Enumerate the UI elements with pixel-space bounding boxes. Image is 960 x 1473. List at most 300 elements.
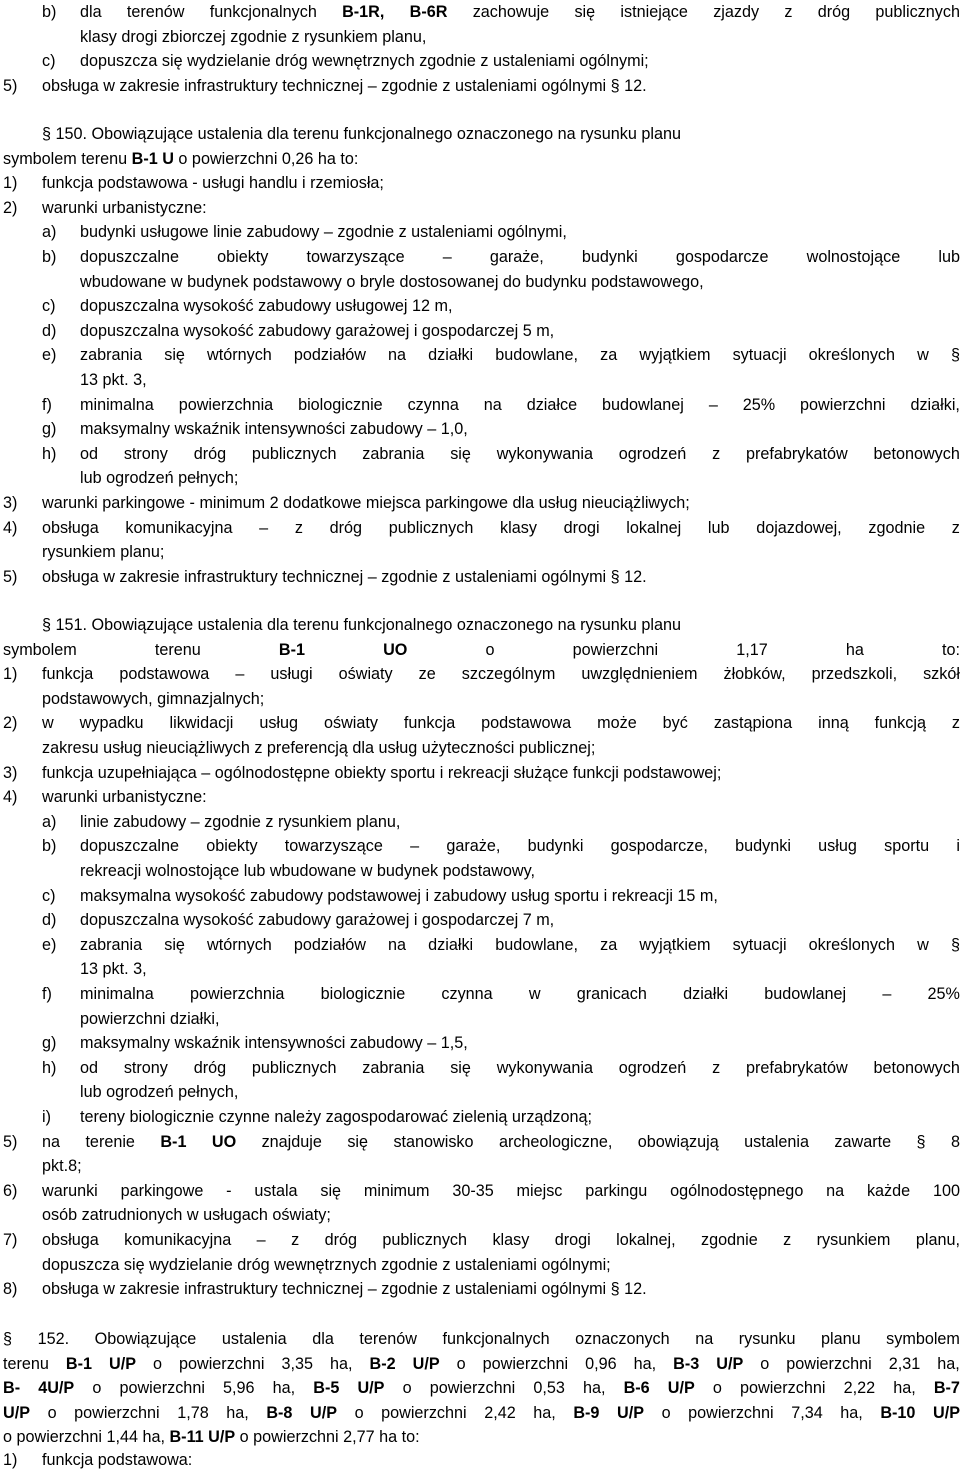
text-run: się: [574, 3, 596, 21]
area-symbol: B-6R: [409, 3, 448, 21]
text-run: od: [80, 1058, 99, 1077]
text-run: z: [951, 714, 960, 733]
text-run: 0,96: [585, 1354, 617, 1373]
text-line: [0, 1080, 960, 1105]
text-run: się: [320, 1181, 342, 1200]
text-run: szkół: [923, 665, 960, 684]
text-run: powierzchnia: [189, 985, 285, 1003]
list-marker: 1): [3, 174, 18, 193]
text-run: towarzyszące: [306, 248, 405, 266]
text-run: powierzchnia: [178, 395, 274, 414]
text-line: [0, 74, 960, 99]
text-run: 5,96: [223, 1379, 255, 1398]
text-line: [0, 1031, 960, 1056]
area-symbol: B-2: [369, 1354, 396, 1373]
text-run: budowlanej: [602, 395, 684, 414]
text-run: w: [42, 714, 54, 733]
text-run: terenów: [126, 3, 185, 21]
area-symbol: B-1 U: [131, 149, 174, 168]
text-run: powierzchni: [179, 1354, 265, 1373]
text-run: ha,: [582, 1379, 606, 1398]
line-text: [80, 884, 960, 909]
area-symbol: U/P: [109, 1354, 136, 1373]
text-run: klasy: [500, 518, 537, 537]
text-line: [0, 122, 960, 147]
line-text: [80, 319, 960, 344]
line-text: [3, 1401, 960, 1426]
text-run: o: [712, 1379, 722, 1398]
line-text: [80, 25, 960, 50]
text-run: lub ogrodzeń pełnych,: [80, 1083, 239, 1102]
line-text: [42, 736, 960, 761]
text-run: z: [712, 1058, 721, 1077]
area-symbol: U/P: [933, 1403, 960, 1422]
text-run: wtórnych: [207, 935, 272, 954]
text-line: [0, 466, 960, 491]
list-marker: 4): [3, 518, 18, 537]
line-text: [80, 393, 960, 418]
text-run: minimum: [363, 1181, 430, 1200]
text-run: dopuszczalne: [80, 837, 179, 856]
text-run: –: [882, 985, 892, 1003]
text-line: [0, 25, 960, 50]
text-run: parkingu: [585, 1181, 648, 1200]
text-run: ha,: [937, 1354, 960, 1373]
text-line: [0, 662, 960, 687]
text-run: funkcją: [874, 714, 926, 733]
list-marker: 2): [3, 198, 18, 217]
text-run: powierzchni: [429, 1379, 516, 1398]
line-text: [3, 1376, 960, 1401]
text-run: ustalenia: [744, 1132, 809, 1151]
text-run: znajduje: [261, 1132, 322, 1151]
line-text: [42, 1203, 960, 1228]
list-marker: c): [42, 52, 56, 71]
text-line: [0, 1228, 960, 1253]
text-run: dojazdowej,: [756, 518, 842, 537]
text-run: warunki: [42, 1181, 98, 1200]
text-run: 2,22: [843, 1379, 876, 1398]
text-run: dopuszczalna wysokość zabudowy usługowej 12 m,: [80, 297, 453, 316]
text-line: [0, 1056, 960, 1081]
line-text: [80, 1007, 960, 1032]
text-line: [0, 810, 960, 835]
text-run: istniejące: [620, 3, 688, 21]
text-run: lub: [707, 518, 730, 537]
text-run: się: [164, 935, 185, 954]
line-text: [42, 1253, 960, 1278]
line-text: [80, 933, 960, 958]
list-marker: 1): [3, 665, 18, 684]
text-run: o: [354, 1403, 364, 1422]
text-run: 3,35: [281, 1354, 314, 1373]
text-run: o: [485, 640, 495, 659]
text-run: warunki urbanistyczne:: [42, 788, 207, 807]
text-run: obsługa w zakresie infrastruktury technicznej – zgodnie z ustaleniami ogólnymi § 12.: [42, 567, 647, 586]
text-run: się: [450, 1058, 471, 1077]
text-run: być: [662, 714, 688, 733]
line-text: [80, 442, 960, 467]
text-run: wyjątkiem: [639, 346, 711, 365]
text-run: na: [42, 1132, 61, 1151]
list-marker: h): [42, 1058, 57, 1077]
text-run: betonowych: [873, 444, 960, 463]
text-run: ha,: [272, 1379, 296, 1398]
text-run: z: [294, 518, 303, 537]
text-run: –: [235, 665, 245, 684]
line-text: [80, 1031, 960, 1056]
list-marker: a): [42, 223, 57, 242]
text-run: garaże,: [446, 837, 501, 856]
text-run: o powierzchni 0,26 ha to:: [173, 149, 359, 168]
text-line: [0, 417, 960, 442]
text-line: [0, 49, 960, 74]
text-run: ze: [418, 665, 436, 684]
text-line: [0, 270, 960, 295]
text-run: o: [47, 1403, 57, 1422]
text-run: obsługa: [42, 518, 99, 537]
text-run: funkcja podstawowa:: [42, 1451, 193, 1469]
text-run: 7,34: [791, 1403, 823, 1422]
line-text: [80, 1080, 960, 1105]
text-run: 25%: [742, 395, 776, 414]
text-run: wtórnych: [207, 346, 272, 365]
text-line: [0, 859, 960, 884]
text-run: usług: [259, 714, 299, 733]
text-line: [0, 1376, 960, 1401]
text-run: komunikacyjna: [125, 518, 233, 537]
line-text: [42, 761, 960, 786]
text-run: o: [92, 1379, 102, 1398]
text-run: stanowisko: [393, 1132, 474, 1151]
text-run: linie zabudowy – zgodnie z rysunkiem planu,: [80, 812, 401, 831]
text-run: czynna: [441, 985, 493, 1003]
text-line: [0, 1277, 960, 1302]
line-text: [42, 1154, 960, 1179]
text-line: [0, 613, 960, 638]
text-run: terenie: [85, 1132, 135, 1151]
text-run: dróg: [329, 518, 363, 537]
text-run: wypadku: [79, 714, 144, 733]
text-run: to:: [941, 640, 960, 659]
text-run: obsługa: [42, 1231, 99, 1249]
text-run: działki: [428, 935, 474, 954]
text-run: 13 pkt. 3,: [80, 371, 147, 389]
text-line: [0, 0, 960, 25]
area-symbol: 4U/P: [38, 1379, 75, 1398]
text-run: przedszkoli,: [811, 665, 898, 684]
text-run: minimalna: [80, 395, 154, 414]
text-run: terenu: [154, 640, 201, 659]
text-run: uwzględnieniem: [581, 665, 698, 684]
text-line: [0, 245, 960, 270]
text-run: 100: [932, 1181, 960, 1200]
text-run: podstawowa: [119, 665, 210, 684]
text-run: ha,: [226, 1403, 249, 1422]
text-run: ogrodzeń: [618, 1058, 687, 1077]
list-marker: 8): [3, 1280, 18, 1299]
line-text: [42, 74, 960, 99]
text-run: o: [153, 1354, 163, 1373]
text-run: minimalna: [80, 985, 154, 1003]
text-run: granicach: [576, 985, 647, 1003]
text-run: ogrodzeń: [618, 444, 687, 463]
text-run: komunikacyjna: [124, 1231, 232, 1249]
text-run: 30-35: [452, 1181, 494, 1200]
text-run: za: [600, 346, 618, 365]
text-run: każde: [866, 1181, 911, 1200]
text-run: maksymalna wysokość zabudowy podstawowej i zabudowy usług sportu i rekreacji 15 m,: [80, 886, 718, 905]
line-text: [42, 711, 960, 736]
text-run: publicznych: [251, 1058, 337, 1077]
text-run: funkcja podstawowa - usługi handlu i rzemiosła;: [42, 174, 384, 193]
text-run: zachowuje: [472, 3, 550, 21]
text-run: symbolem: [886, 1330, 960, 1348]
list-marker: 5): [3, 76, 18, 95]
text-run: rysunkiem: [816, 1231, 891, 1249]
text-run: planu: [821, 1330, 861, 1348]
text-run: publicznych: [875, 3, 960, 21]
text-run: ha,: [893, 1379, 916, 1398]
area-symbol: U/P: [3, 1403, 30, 1422]
text-run: symbolem terenu: [3, 149, 132, 168]
text-line: [0, 1105, 960, 1130]
text-line: [0, 884, 960, 909]
list-marker: 3): [3, 494, 18, 512]
text-line: [0, 687, 960, 712]
text-run: osób zatrudnionych w usługach oświaty;: [42, 1206, 331, 1225]
text-run: ha,: [533, 1403, 556, 1422]
line-text: [3, 1327, 960, 1352]
text-run: zawarte: [834, 1132, 892, 1151]
text-run: o: [402, 1379, 412, 1398]
area-symbol: B-1: [160, 1132, 187, 1151]
text-run: biologicznie: [298, 395, 383, 414]
text-line: [0, 1130, 960, 1155]
text-run: powierzchni: [119, 1379, 205, 1398]
text-run: obsługa w zakresie infrastruktury technicznej – zgodnie z ustaleniami ogólnymi § 12.: [42, 1280, 647, 1299]
line-text: [42, 1130, 960, 1155]
text-run: czynna: [407, 395, 459, 414]
line-text: [42, 122, 960, 147]
text-run: się: [164, 346, 185, 365]
text-run: funkcja uzupełniająca – ogólnodostępne obiekty sportu i rekreacji służące funkcji podstawowej;: [42, 763, 722, 782]
text-run: tereny biologicznie czynne należy zagospodarować zielenią urządzoną;: [80, 1108, 593, 1126]
text-run: budynki usługowe linie zabudowy – zgodnie z ustaleniami ogólnymi,: [80, 223, 567, 242]
text-run: lokalnej,: [616, 1231, 676, 1249]
text-run: ha,: [840, 1403, 863, 1422]
text-line: [0, 540, 960, 565]
line-text: [80, 466, 960, 491]
line-text: [80, 343, 960, 368]
text-run: lub ogrodzeń pełnych;: [80, 469, 239, 488]
text-line: [0, 1401, 960, 1426]
line-text: [80, 294, 960, 319]
text-run: funkcjonalnych: [209, 3, 317, 21]
text-run: oświaty: [323, 714, 378, 733]
text-run: określonych: [808, 346, 896, 365]
list-marker: b): [42, 248, 57, 266]
text-run: dróg: [193, 444, 227, 463]
list-marker: d): [42, 321, 57, 340]
text-run: 13 pkt. 3,: [80, 960, 147, 979]
text-line: [0, 1179, 960, 1204]
line-text: [80, 270, 960, 295]
text-line: [0, 442, 960, 467]
text-run: dróg: [817, 3, 851, 21]
text-run: powierzchni: [572, 640, 659, 659]
list-marker: b): [42, 837, 57, 856]
text-run: z: [291, 1231, 300, 1249]
text-line: [0, 785, 960, 810]
list-marker: g): [42, 420, 57, 439]
text-line: [0, 982, 960, 1007]
text-run: zastąpiona: [713, 714, 793, 733]
text-run: działki: [683, 985, 729, 1003]
text-run: publicznych: [251, 444, 337, 463]
text-run: powierzchni: [688, 1403, 774, 1422]
line-text: [42, 565, 960, 590]
text-run: gospodarcze: [675, 248, 769, 266]
list-marker: a): [42, 812, 57, 831]
list-marker: 4): [3, 788, 18, 807]
area-symbol: B-9: [573, 1403, 600, 1422]
text-run: ustalenia: [221, 1330, 287, 1348]
list-marker: g): [42, 1034, 57, 1053]
text-line: [0, 1007, 960, 1032]
list-marker: b): [42, 3, 57, 21]
area-symbol: U/P: [716, 1354, 744, 1373]
text-run: o: [456, 1354, 466, 1373]
text-run: wbudowane w budynek podstawowy o bryle dostosowanej do budynku podstawowego,: [80, 272, 704, 291]
text-line: [0, 147, 960, 172]
text-run: §: [3, 1330, 13, 1348]
area-symbol: B-6: [623, 1379, 650, 1398]
area-symbol: B-10: [880, 1403, 916, 1422]
text-line: [0, 761, 960, 786]
list-marker: h): [42, 444, 57, 463]
text-run: powierzchni: [482, 1354, 569, 1373]
area-symbol: B-11 U/P: [169, 1428, 236, 1447]
text-run: budowlane,: [495, 346, 579, 365]
text-run: maksymalny wskaźnik intensywności zabudowy – 1,5,: [80, 1034, 468, 1053]
text-run: wolnostojące: [806, 248, 901, 266]
list-marker: c): [42, 886, 56, 905]
text-run: powierzchni: [381, 1403, 467, 1422]
text-run: z: [783, 1231, 792, 1249]
text-run: na: [388, 935, 407, 954]
text-run: 25%: [927, 985, 960, 1003]
text-run: podziałów: [293, 935, 366, 954]
text-run: na: [483, 395, 502, 414]
text-run: w: [917, 935, 929, 954]
list-marker: d): [42, 911, 57, 930]
line-text: [42, 1179, 960, 1204]
text-line: [0, 736, 960, 761]
text-run: towarzyszące: [284, 837, 383, 856]
text-line: [0, 908, 960, 933]
text-run: z: [951, 518, 960, 537]
text-run: betonowych: [873, 1058, 960, 1077]
text-run: planu,: [915, 1231, 960, 1249]
text-run: oznaczonych: [575, 1330, 670, 1348]
text-run: o powierzchni 1,44 ha,: [3, 1428, 170, 1447]
text-run: ha: [845, 640, 864, 659]
text-run: się: [450, 444, 471, 463]
line-text: [3, 1425, 960, 1450]
text-run: §: [916, 1132, 926, 1151]
text-run: pkt.8;: [42, 1157, 82, 1176]
text-run: warunki urbanistyczne:: [42, 198, 207, 217]
text-run: dróg: [193, 1058, 227, 1077]
text-line: [0, 1425, 960, 1450]
text-run: budynki: [735, 837, 791, 856]
text-run: funkcjonalnych: [442, 1330, 550, 1348]
text-run: -: [226, 1181, 232, 1200]
text-run: Obowiązujące: [94, 1330, 197, 1348]
text-run: parkingowe: [120, 1181, 204, 1200]
text-run: sytuacji: [732, 346, 787, 365]
line-text: [42, 662, 960, 687]
text-run: usługi: [270, 665, 313, 684]
text-run: budowlanej: [764, 985, 847, 1003]
text-run: prefabrykatów: [745, 444, 848, 463]
text-run: –: [256, 1231, 266, 1249]
text-run: klasy drogi zbiorczej zgodnie z rysunkiem planu,: [80, 27, 427, 46]
text-run: się: [347, 1132, 369, 1151]
text-run: dla: [80, 3, 102, 21]
list-marker: 5): [3, 567, 18, 586]
text-run: na: [695, 1330, 714, 1348]
text-line: [0, 1203, 960, 1228]
text-run: miejsc: [516, 1181, 563, 1200]
text-line: [0, 638, 960, 663]
area-symbol: B-7: [933, 1379, 960, 1398]
text-run: –: [708, 395, 718, 414]
text-line: [0, 319, 960, 344]
line-text: [42, 1277, 960, 1302]
text-line: [0, 834, 960, 859]
line-text: [80, 834, 960, 859]
text-run: maksymalny wskaźnik intensywności zabudowy – 1,0,: [80, 420, 468, 439]
text-run: powierzchni: [800, 395, 886, 414]
text-run: strony: [123, 444, 168, 463]
text-run: ustala: [254, 1181, 298, 1200]
text-run: dopuszcza się wydzielanie dróg wewnętrznych zgodnie z ustaleniami ogólnymi;: [80, 52, 649, 71]
text-line: [0, 491, 960, 516]
line-text: [42, 516, 960, 541]
line-text: [42, 491, 960, 516]
text-run: wykonywania: [496, 1058, 593, 1077]
text-run: publicznych: [382, 1231, 468, 1249]
text-run: ha,: [633, 1354, 657, 1373]
text-run: gospodarcze,: [610, 837, 708, 856]
text-run: podstawowych, gimnazjalnych;: [42, 689, 265, 708]
text-run: działce: [526, 395, 578, 414]
text-line: [0, 171, 960, 196]
text-run: lub: [938, 248, 960, 266]
text-line: [0, 294, 960, 319]
text-run: garaże,: [489, 248, 544, 266]
text-run: funkcja: [403, 714, 456, 733]
text-run: –: [410, 837, 420, 856]
text-run: drogi: [563, 518, 600, 537]
line-text: [80, 368, 960, 393]
text-run: na: [826, 1181, 845, 1200]
line-text: [3, 1352, 960, 1377]
line-text: [3, 638, 960, 663]
text-run: §: [950, 935, 960, 954]
